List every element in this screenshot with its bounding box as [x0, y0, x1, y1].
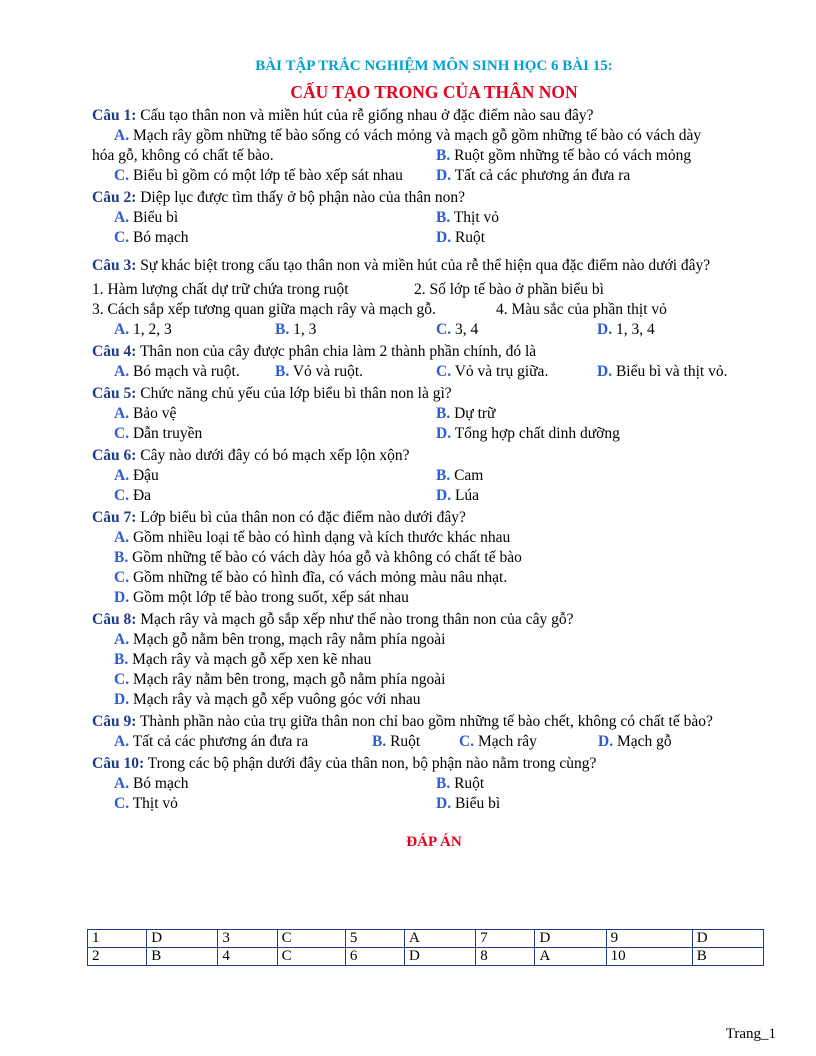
option-d: D. Mạch rây và mạch gỗ xếp vuông góc với nhau — [114, 691, 421, 708]
question-text: Lớp biểu bì của thân non có đặc điểm nào dưới đây? — [140, 509, 466, 526]
option-d: D. Lúa — [436, 487, 480, 504]
table-cell: 3 — [218, 930, 277, 948]
question-text: Trong các bộ phận dưới đây của thân non, bộ phận nào nằm trong cùng? — [147, 755, 597, 772]
option-b: B. Vỏ và ruột. — [275, 363, 363, 380]
question-6 — [92, 446, 776, 506]
table-cell: 10 — [606, 948, 692, 966]
table-cell: D — [405, 948, 476, 966]
option-b: B. Gồm những tế bào có vách dày hóa gỗ và không có chất tế bào — [114, 549, 522, 566]
option-b: B. Cam — [436, 467, 484, 484]
answer-key-title: ĐÁP ÁN — [406, 834, 462, 850]
question-3 — [92, 256, 776, 340]
question-text: Mạch rây và mạch gỗ sắp xếp như thế nào trong thân non của cây gỗ? — [140, 611, 574, 628]
option-c: C. Biểu bì gồm có một lớp tế bào xếp sát nhau — [114, 167, 403, 184]
option-c: C. 3, 4 — [436, 321, 479, 338]
option-d: D. Tổng hợp chất dinh dưỡng — [436, 425, 620, 442]
option-c: C. Vỏ và trụ giữa. — [436, 363, 549, 380]
question-text: Cây nào dưới đây có bó mạch xếp lộn xộn? — [140, 447, 410, 464]
option-b: B. Thịt vỏ — [436, 209, 500, 226]
question-text: Cấu tạo thân non và miền hút của rễ giống nhau ở đặc điểm nào sau đây? — [140, 107, 594, 124]
question-9 — [92, 712, 776, 752]
question-8 — [92, 610, 776, 710]
question-2 — [92, 188, 776, 248]
question-text: Thân non của cây được phân chia làm 2 thành phần chính, đó là — [139, 343, 537, 360]
question-label: Câu 6: — [92, 447, 137, 464]
option-a: A. Mạch gỗ nằm bên trong, mạch rây nằm phía ngoài — [114, 631, 446, 648]
question-text: Thành phần nào của trụ giữa thân non chỉ bao gồm những tế bào chết, không có chất tế bào? — [139, 713, 713, 730]
option-b: B. 1, 3 — [275, 321, 317, 338]
question-label: Câu 9: — [92, 713, 137, 730]
option-d: D. Tất cả các phương án đưa ra — [436, 167, 631, 184]
question-label: Câu 3: — [92, 257, 137, 274]
option-b: B. Dự trữ — [436, 405, 496, 422]
option-d: D. Gồm một lớp tế bào trong suốt, xếp sát nhau — [114, 589, 409, 606]
table-cell: D — [535, 930, 606, 948]
option-a: A. Bó mạch và ruột. — [114, 363, 240, 380]
table-cell: C — [277, 948, 345, 966]
question-5 — [92, 384, 776, 444]
question-label: Câu 2: — [92, 189, 137, 206]
question-1 — [92, 106, 776, 186]
option-a: A. Đậu — [114, 467, 159, 484]
option-a: A. Bảo vệ — [114, 405, 177, 422]
option-d: D. 1, 3, 4 — [597, 321, 655, 338]
question-4 — [92, 342, 776, 382]
option-b: B. Ruột gồm những tế bào có vách mỏng — [436, 147, 692, 164]
table-cell: D — [147, 930, 218, 948]
option-d: D. Biểu bì và thịt vỏ. — [597, 363, 728, 380]
option-a: A. Gồm nhiều loại tế bào có hình dạng và kích thước khác nhau — [114, 529, 511, 546]
question-label: Câu 4: — [92, 343, 137, 360]
option-d: D. Biểu bì — [436, 795, 501, 812]
table-cell: B — [147, 948, 218, 966]
table-cell: 1 — [88, 930, 147, 948]
table-cell: D — [692, 930, 763, 948]
table-cell: 7 — [476, 930, 535, 948]
option-c: C. Dẫn truyền — [114, 425, 203, 442]
statement-2: 2. Số lớp tế bào ở phần biểu bì — [414, 281, 604, 298]
option-b: B. Mạch rây và mạch gỗ xếp xen kẽ nhau — [114, 651, 372, 668]
page-number: Trang_1 — [725, 1026, 776, 1042]
table-row — [88, 948, 764, 966]
question-text: Diệp lục được tìm thấy ở bộ phận nào của thân non? — [140, 189, 466, 206]
statement-3: 3. Cách sắp xếp tương quan giữa mạch rây và mạch gỗ. — [92, 301, 436, 318]
table-row — [88, 930, 764, 948]
option-a: A. Biểu bì — [114, 209, 179, 226]
question-10 — [92, 754, 776, 814]
question-label: Câu 8: — [92, 611, 137, 628]
option-c: C. Bó mạch — [114, 229, 189, 246]
question-label: Câu 1: — [92, 107, 137, 124]
option-c: C. Mạch rây — [459, 733, 537, 750]
option-d: D. Mạch gỗ — [598, 733, 672, 750]
table-cell: A — [535, 948, 606, 966]
table-cell: 2 — [88, 948, 147, 966]
option-a: A. Mạch rây gồm những tế bào sống có vách mỏng và mạch gỗ gồm những tế bào có vách dày — [114, 127, 702, 144]
option-a: A. Tất cả các phương án đưa ra — [114, 733, 309, 750]
option-b: B. Ruột — [372, 733, 421, 750]
statement-4: 4. Màu sắc của phần thịt vỏ — [496, 301, 667, 318]
question-text: Chức năng chủ yếu của lớp biểu bì thân non là gì? — [140, 385, 452, 402]
table-cell: C — [277, 930, 345, 948]
table-cell: 9 — [606, 930, 692, 948]
document-page — [92, 54, 776, 852]
option-a: A. Bó mạch — [114, 775, 189, 792]
table-cell: 5 — [345, 930, 404, 948]
document-title: BÀI TẬP TRẮC NGHIỆM MÔN SINH HỌC 6 BÀI 15: — [255, 58, 613, 74]
table-cell: B — [692, 948, 763, 966]
option-a: A. 1, 2, 3 — [114, 321, 172, 338]
question-7 — [92, 508, 776, 608]
question-label: Câu 7: — [92, 509, 137, 526]
option-b: B. Ruột — [436, 775, 485, 792]
option-c: C. Gồm những tế bào có hình đĩa, có vách mỏng màu nâu nhạt. — [114, 569, 508, 586]
option-c: C. Mạch rây nằm bên trong, mạch gỗ nằm phía ngoài — [114, 671, 446, 688]
document-subtitle: CẤU TẠO TRONG CỦA THÂN NON — [290, 82, 578, 102]
question-text: Sự khác biệt trong cấu tạo thân non và miền hút của rễ thể hiện qua đặc điểm nào dưới đây? — [140, 257, 711, 274]
option-a-continued: hóa gỗ, không có chất tế bào. — [92, 147, 274, 164]
question-label: Câu 10: — [92, 755, 145, 772]
option-c: C. Đa — [114, 487, 152, 504]
question-label: Câu 5: — [92, 385, 137, 402]
statement-1: 1. Hàm lượng chất dự trữ chứa trong ruột — [92, 281, 349, 298]
table-cell: 6 — [345, 948, 404, 966]
option-c: C. Thịt vỏ — [114, 795, 178, 812]
table-cell: 8 — [476, 948, 535, 966]
table-cell: A — [405, 930, 476, 948]
table-cell: 4 — [218, 948, 277, 966]
option-d: D. Ruột — [436, 229, 486, 246]
answer-key-table — [87, 929, 764, 966]
